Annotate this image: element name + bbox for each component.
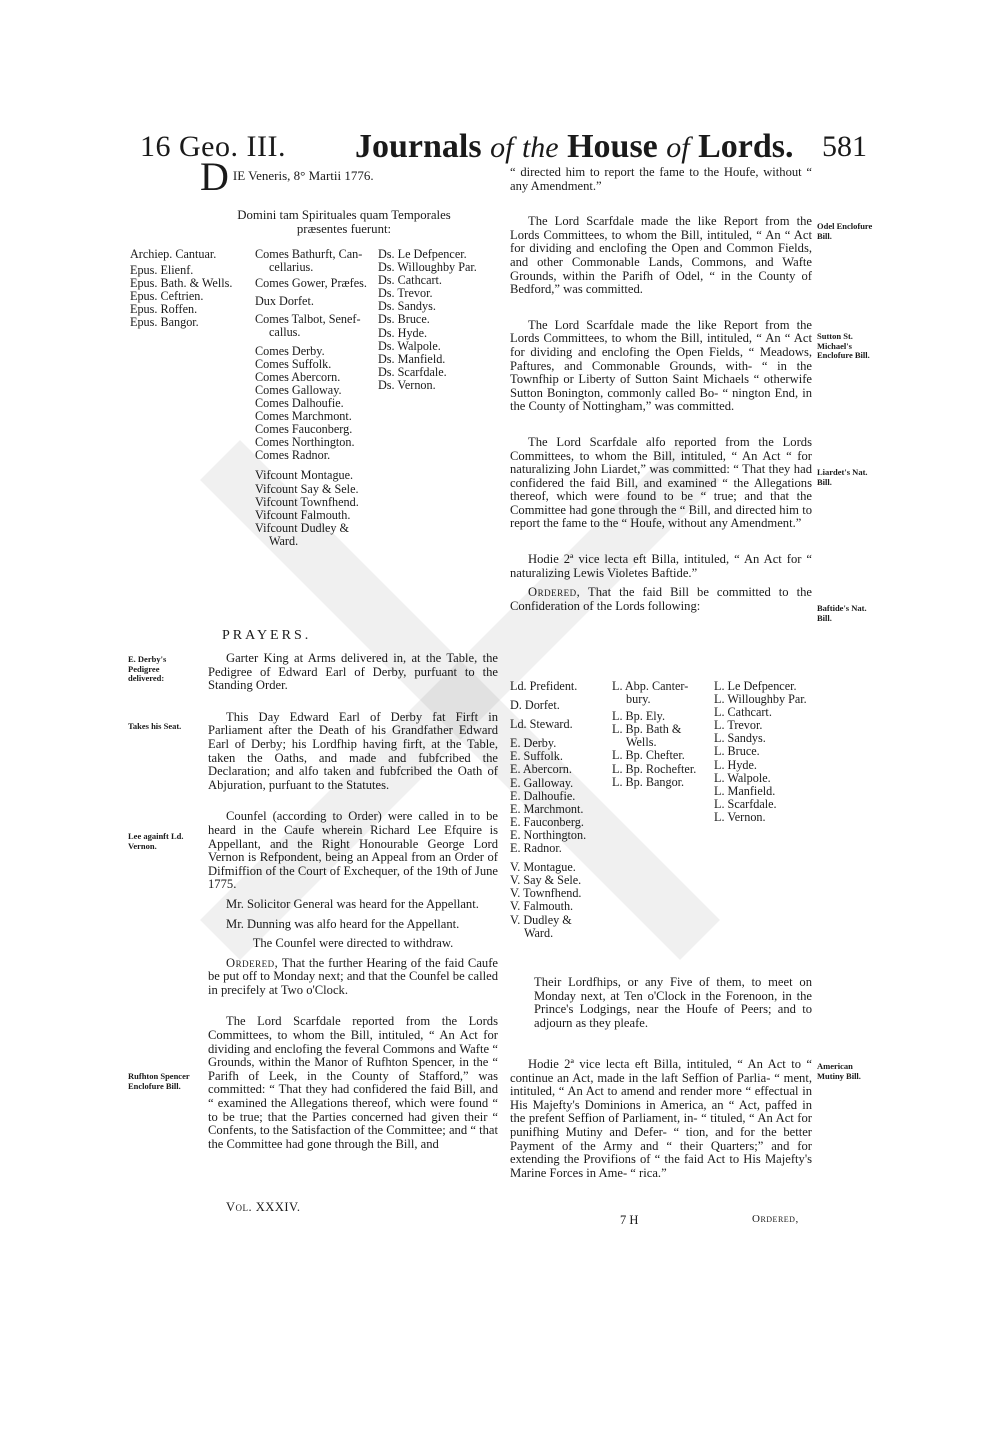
- prayers-heading: PRAYERS.: [222, 628, 312, 643]
- paragraph-lee-vernon: Counfel (according to Order) were called in to be heard in the Caufe wherein Richard Lee Efquire is Appellant, and the Right Honourable George Lord Vernon is Refpondent, being an Appeal from an Order of Difmiffion of the Court of Exchequer, of the 19th of June 1775.: [208, 809, 498, 892]
- paragraph-pedigree: Garter King at Arms delivered in, at the Table, the Pedigree of Edward Earl of Derby, purfuant to the Standing Order.: [208, 651, 498, 693]
- paragraph-rushton: The Lord Scarfdale reported from the Lords Committees, to whom the Bill, intituled, “ An Act for dividing and enclofing the feveral Commons and Wafte “ Grounds, within the Manor of Rufhton Spencer, in the “ Parifh of Leek, in the County of Stafford,” was committed: “ That they had confidered the faid Bill, and “ examined the Allegations thereof, which were found “ to be true; that the Parties concerned had given their “ Confents, to the Satisfaction of the Committee; and “ that the Committee had gone through the Bill, and: [208, 1014, 498, 1151]
- date-line: D IE Veneris, 8° Martii 1776.: [200, 154, 374, 199]
- left-column: [208, 652, 498, 1157]
- paragraph-bastide: Hodie 2ª vice lecta eft Billa, intituled, “ An Act for “ naturalizing Lewis Violetes Baftide.”: [510, 552, 812, 580]
- margin-note-mutiny: American Mutiny Bill.: [817, 1061, 861, 1081]
- paragraph-dunning: Mr. Dunning was alfo heard for the Appellant.: [226, 916, 460, 931]
- margin-note-rushton: Rufhton Spencer Enclofure Bill.: [128, 1071, 190, 1091]
- margin-note-lee: Lee againft Ld. Vernon.: [128, 831, 184, 851]
- paragraph-liardet: The Lord Scarfdale alfo reported from the Lords Committees, to whom the Bill, intituled, “ An Act “ for naturalizing John Liardet,” was committed: “ That they had confidered the faid Bill, and examined “ the Allegations thereof, which were found to be “ true; and that the Committee had gone through the “ Bill, and directed him to report the fame to the “ Houfe, without any Amendment.”: [510, 434, 812, 531]
- running-head-title: Journals of the House of Lords.: [355, 128, 794, 165]
- margin-note-bastide: Baftide's Nat. Bill.: [817, 603, 867, 623]
- running-head-regnal-year: 16 Geo. III.: [140, 130, 286, 163]
- paragraph-sutton: The Lord Scarfdale made the like Report from the Lords Committees, to whom the Bill, intituled, “ An “ Act for dividing and enclofing the Open Fields, “ Meadows, Paftures, and Commonable Grounds, with- “ in the Townfhip or Liberty of Sutton Saint Michaels “ otherwife Sutton Bonington, commonly called Bo- “ nington End, in the County of Nottingham,” was committed.: [510, 317, 812, 414]
- paragraph-takes-seat: This Day Edward Earl of Derby fat Firft in Parliament after the Death of his Grandfather Edward Earl of Derby; his Lordfhip having firft, at the Table, taken the Oaths, and made and fubfcribed the Declaration; and alfo taken and fubfcribed the Oath of Abjuration, purfuant to the Statutes.: [208, 709, 498, 792]
- margin-note-sutton: Sutton St. Michael's Enclofure Bill.: [817, 331, 870, 360]
- margin-note-odel: Odel Enclofure Bill.: [817, 221, 873, 241]
- paragraph-withdraw: The Counfel were directed to withdraw.: [252, 936, 454, 951]
- committee-list-spiritual: L. Abp. Canter- bury. L. Bp. Ely. L. Bp. Bath & Wells. L. Bp. Chefter. L. Bp. Rochefter. L. Bp. Bangor.: [612, 679, 697, 789]
- margin-note-seat: Takes his Seat.: [128, 721, 182, 731]
- committee-list-temporal: Ld. Prefident. D. Dorfet. Ld. Steward. E. Derby. E. Suffolk. E. Abercorn. E. Galloway. E. Dalhoufie. E. Marchmont. E. Fauconberg. E. Northington. E. Radnor. V. Montague. V. Say & Sele. V. Townfhend. V. Falmouth. V. Dudley & Ward.: [510, 679, 587, 940]
- paragraph-ordered-committee: Ordered, That the faid Bill be committed to the Confideration of the Lords following:: [510, 585, 812, 613]
- paragraph-mutiny: Hodie 2ª vice lecta eft Billa, intituled, “ An Act to “ continue an Act, made in the laft Seffion of Parlia- “ ment, intituled, “ An Act to amend and render more “ effectual in His Majefty's Dominions in America, an “ Act, paffed in the prefent Seffion of Parliament, in- “ tituled, “ An Act for punifhing Mutiny and Defer- “ tion, and for the better Payment of the Army and “ their Quarters;” and for extending the Provifions of “ the faid Act to His Majefty's Marine Forces in Ame- “ rica.”: [510, 1057, 812, 1180]
- paragraph-odel: The Lord Scarfdale made the like Report from the Lords Committees, to whom the Bill, intituled, “ An “ Act for dividing and enclofing the Open and Common Fields, and other Commonable Lands, Commons, and Wafte Grounds, within the Parifh of Odel, “ in the County of Bedford,” was committed.: [510, 214, 812, 297]
- right-column: [510, 166, 812, 619]
- attendance-temporal: Comes Bathurft, Can- cellarius. Comes Gower, Præfes. Dux Dorfet. Comes Talbot, Senef- callus. Comes Derby. Comes Suffolk. Comes Abercorn. Comes Galloway. Comes Dalhoufie. Comes Marchmont. Comes Fauconberg. Comes Northington. Comes Radnor. Vifcount Montague. Vifcount Say & Sele. Vifcount Townfhend. Vifcount Falmouth. Vifcount Dudley & Ward.: [255, 247, 367, 548]
- paragraph-solicitor: Mr. Solicitor General was heard for the Appellant.: [226, 896, 479, 911]
- paragraph-meet: Their Lordfhips, or any Five of them, to meet on Monday next, at Ten o'Clock in the Forenoon, in the Prince's Lodgings, near the Houfe of Peers; and to adjourn as they pleafe.: [534, 975, 812, 1030]
- margin-note-liardet: Liardet's Nat. Bill.: [817, 467, 868, 487]
- paragraph-continued: “ directed him to report the fame to the Houfe, without “ any Amendment.”: [510, 165, 812, 193]
- paragraph-ordered: Ordered, That the further Hearing of the faid Caufe be put off to Monday next; and that the Counfel be called in precifely at Two o'Clock.: [208, 955, 498, 997]
- volume-number: Vol. XXXIV.: [226, 1200, 301, 1214]
- signature-mark: 7 H: [620, 1213, 639, 1227]
- domini-heading: Domini tam Spirituales quam Temporales præsentes fuerunt:: [237, 208, 451, 236]
- margin-note-pedigree: E. Derby's Pedigree delivered:: [128, 654, 167, 683]
- page-number: 581: [822, 130, 867, 163]
- catchword: Ordered,: [752, 1213, 799, 1225]
- attendance-bishops: Archiep. Cantuar. Epus. Elienf. Epus. Bath. & Wells. Epus. Ceftrien. Epus. Roffen. Epus. Bangor.: [130, 247, 233, 330]
- attendance-barons: Ds. Le Defpencer. Ds. Willoughby Par. Ds. Cathcart. Ds. Trevor. Ds. Sandys. Ds. Bruce. Ds. Hyde. Ds. Walpole. Ds. Manfield. Ds. Scarfdale. Ds. Vernon.: [378, 247, 477, 392]
- committee-list-barons: L. Le Defpencer. L. Willoughby Par. L. Cathcart. L. Trevor. L. Sandys. L. Bruce. L. Hyde. L. Walpole. L. Manfield. L. Scarfdale. L. Vernon.: [714, 679, 807, 824]
- drop-cap: D: [200, 154, 229, 199]
